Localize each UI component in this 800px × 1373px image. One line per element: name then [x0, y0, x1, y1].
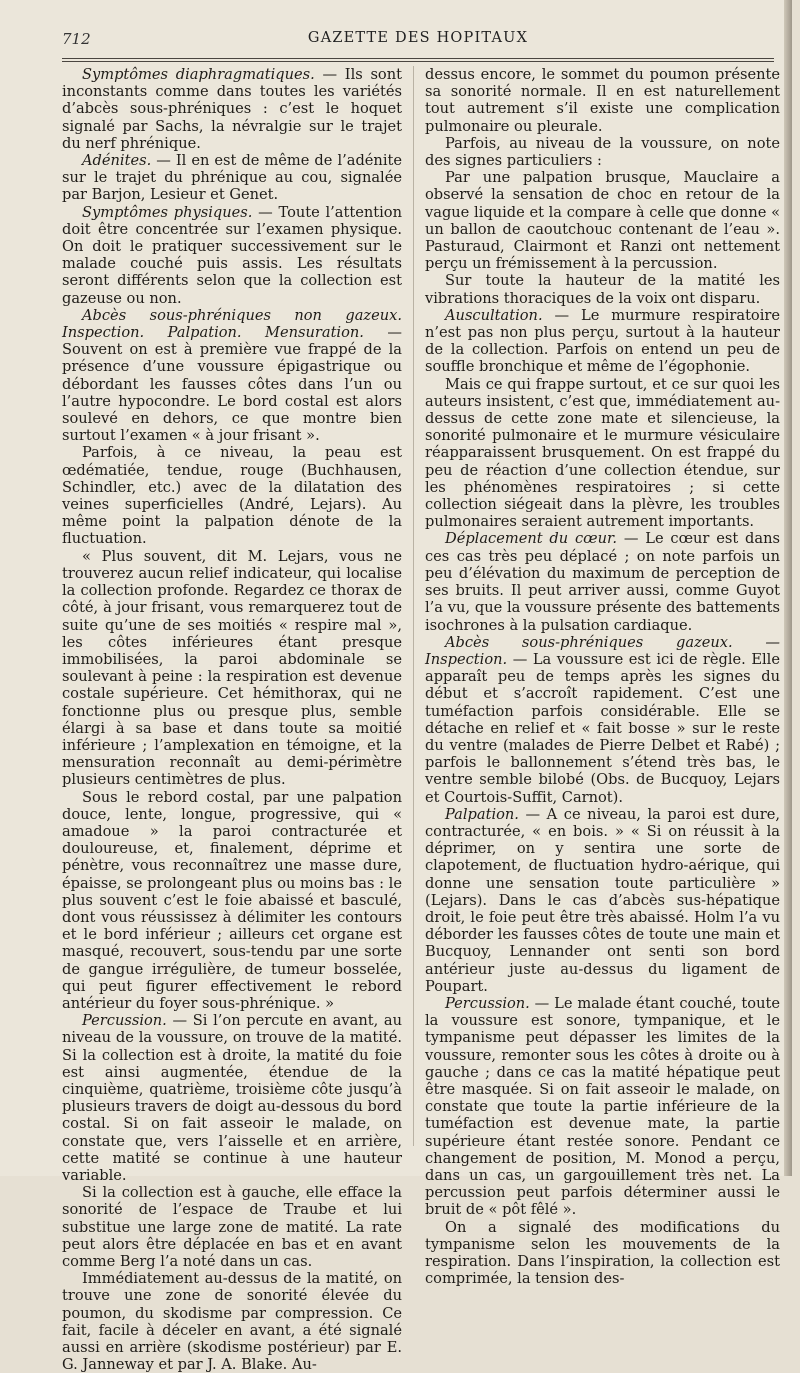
paragraph — [425, 806, 780, 995]
page-edge-shadow — [784, 0, 792, 1176]
paragraph-text: — Si l’on percute en avant, au niveau de la voussure, on trouve de la matité. Si la collection est à droite, la matité du foie est ainsi augmentée, étendue de la cinquième, quatrième, troisième côte jusqu’à plusieurs travers de doigt au-dessous du bord costal. Si on fait asseoir le malade, on constate que, vers l’aisselle et en arrière, cette matité se continue à une hauteur variable. — [62, 1012, 402, 1184]
paragraph — [425, 530, 780, 633]
section-lead: Symptômes diaphragmatiques. — [82, 66, 315, 83]
section-lead: Symptômes physiques. — [82, 203, 253, 221]
header-rule-top — [62, 58, 774, 59]
paragraph — [62, 1012, 402, 1184]
paragraph-text: Si la collection est à gauche, elle efface la sonorité de l’espace de Traube et lui substitue une large zone de matité. La rate peut alors être déplacée en bas et en avant comme Berg l’a noté dans un cas. — [62, 1184, 402, 1271]
section-lead: Palpation. — [445, 805, 519, 823]
section-lead: Abcès sous-phréniques gazeux. — Inspection. — [425, 633, 780, 668]
paragraph-text: Mais ce qui frappe surtout, et ce sur quoi les auteurs insistent, c’est que, immédiatement au-dessus de cette zone mate et silencieuse, la sonorité pulmonaire et le murmure vésiculaire réapparaissent brusquement. On est frappé du peu de réaction d’une collection étendue, sur les phénomènes respiratoires ; si cette collection siégeait dans la plèvre, les troubles pulmonaires seraient autrement importants. — [425, 375, 780, 531]
section-lead: Percussion. — [82, 1012, 167, 1030]
section-lead: Déplacement du cœur. — [445, 530, 618, 548]
paragraph-text: — Le murmure respiratoire n’est pas non plus perçu, surtout à la hauteur de la collection. Parfois on entend un peu de souffle bronchique et même de l’égophonie. — [425, 306, 780, 376]
paragraph-text: Parfois, au niveau de la voussure, on note des signes particuliers : — [425, 134, 780, 170]
paragraph — [62, 548, 402, 789]
paragraph — [425, 135, 780, 169]
paragraph — [425, 169, 780, 272]
section-lead: Adénites. — [82, 152, 152, 170]
paragraph — [425, 272, 780, 306]
paragraph — [62, 307, 402, 445]
paragraph-text: dessus encore, le sommet du poumon présente sa sonorité normale. Il en est naturellement tout autrement s’il existe une complication pulmonaire ou pleurale. — [425, 66, 780, 135]
right-column — [425, 66, 780, 1288]
page-header — [62, 30, 774, 52]
paragraph — [425, 995, 780, 1219]
paragraph-text: — Souvent on est à première vue frappé de la présence d’une voussure épigastrique ou débordant les fausses côtes dans l’un ou l’autre hypocondre. Le bord costal est alors soulevé en dehors, ce que montre bien surtout l’examen « à jour frisant ». — [62, 324, 402, 445]
paragraph — [425, 634, 780, 806]
running-title: GAZETTE DES HOPITAUX — [307, 30, 529, 46]
section-lead: Percussion. — [445, 994, 530, 1012]
paragraph-text: On a signalé des modifications du tympanisme selon les mouvements de la respiration. Dans l’inspiration, la collection est comprimée, la tension des- — [425, 1218, 780, 1288]
paragraph — [62, 789, 402, 1013]
page-number: 712 — [62, 30, 91, 48]
paragraph-text: — Il en est de même de l’adénite sur le trajet du phrénique au cou, signalée par Barjon, Lesieur et Genet. — [62, 152, 402, 204]
paragraph-text: — A ce niveau, la paroi est dure, contracturée, « en bois. » « Si on réussit à la déprimer, on y sentira une sorte de clapotement, de fluctuation hydro-aérique, qui donne une sensation toute particulière » (Lejars). Dans le cas d’abcès sus-hépatique droit, le foie peut être très abaissé. Holm l’a vu déborder les fausses côtes de toute une main et Bucquoy, Lennander ont senti son bord antérieur juste au-dessus du ligament de Poupart. — [425, 805, 780, 995]
paragraph-text: — Le cœur est dans ces cas très peu déplacé ; on note parfois un peu d’élévation du maximum de perception de ses bruits. Il peut arriver aussi, comme Guyot l’a vu, que la voussure présente des battements isochrones à la pulsation cardiaque. — [425, 530, 780, 634]
paragraph-text: Parfois, à ce niveau, la peau est œdématiée, tendue, rouge (Buchhausen, Schindler, etc.) avec de la dilatation des veines superficielles (André, Lejars). Au même point la palpation dénote de la fluctuation. — [62, 444, 402, 548]
left-column — [62, 66, 402, 1373]
paragraph — [62, 152, 402, 204]
section-lead: Abcès sous-phréniques non gazeux. Inspection. Palpation. Mensuration. — [62, 306, 402, 342]
header-rule-bottom — [62, 61, 774, 62]
paragraph-text: Immédiatement au-dessus de la matité, on trouve une zone de sonorité élevée du poumon, du skodisme par compression. Ce fait, facile à déceler en avant, a été signalé aussi en arrière (skodisme postérieur) par E. G. Janneway et par J. A. Blake. Au- — [62, 1270, 402, 1373]
paragraph — [425, 66, 780, 135]
paragraph — [62, 1270, 402, 1373]
paragraph — [62, 444, 402, 547]
paragraph-text: — Toute l’attention doit être concentrée sur l’examen physique. On doit le pratiquer successivement sur le malade couché puis assis. Les résultats seront différents selon que la collection est gazeuse ou non. — [62, 203, 402, 307]
paragraph-text: — Ils sont inconstants comme dans toutes les variétés d’abcès sous-phréniques : c’est le hoquet signalé par Sachs, la névralgie sur le trajet du nerf phrénique. — [62, 66, 402, 152]
paragraph — [62, 66, 402, 152]
paragraph-text: « Plus souvent, dit M. Lejars, vous ne trouverez aucun relief indicateur, qui localise la collection profonde. Regardez ce thorax de côté, à jour frisant, vous remarquerez tout de suite qu’une de ses moitiés « respire mal », les côtes inférieures étant presque immobilisées, la paroi abdominale se soulevant à peine : la respiration est devenue costale supérieure. Cet hémithorax, qui ne fonctionne plus ou presque plus, semble élargi à sa base et dans toute sa moitié inférieure ; l’amplexation en témoigne, et la mensuration reconnaît au demi-périmètre plusieurs centimètres de plus. — [62, 547, 402, 789]
paragraph-text: Sur toute la hauteur de la matité les vibrations thoraciques de la voix ont disparu. — [425, 272, 780, 307]
column-gutter — [413, 66, 414, 1146]
paragraph-text: — Le malade étant couché, toute la voussure est sonore, tympanique, et le tympanisme peut dépasser les limites de la voussure, remonter sous les côtes à droite ou à gauche ; dans ce cas la matité hépatique peut être masquée. Si on fait asseoir le malade, on constate que toute la partie inférieure de la tuméfaction est devenue mate, la partie supérieure étant restée sonore. Pendant ce changement de position, M. Monod a perçu, dans un cas, un gargouillement très net. La percussion peut parfois déterminer aussi le bruit de « pôt fêlé ». — [425, 994, 780, 1219]
paragraph-text: Par une palpation brusque, Mauclaire a observé la sensation de choc en retour de la vague liquide et la compare à celle que donne « un ballon de caoutchouc contenant de l’eau ». Pasturaud, Clairmont et Ranzi ont nettement perçu un frémissement à la percussion. — [425, 169, 780, 273]
paragraph — [425, 1219, 780, 1288]
paragraph — [62, 204, 402, 307]
paragraph — [425, 307, 780, 376]
section-lead: Auscultation. — [445, 306, 543, 324]
paragraph-text: — La voussure est ici de règle. Elle apparaît peu de temps après les signes du début et s’accroît rapidement. C’est une tuméfaction parfois considérable. Elle se détache en relief et « fait bosse » sur le reste du ventre (malades de Pierre Delbet et Rabé) ; parfois le ballonnement s’étend très bas, le ventre semble bilobé (Obs. de Bucquoy, Lejars et Courtois-Suffit, Carnot). — [425, 650, 780, 806]
paragraph-text: Sous le rebord costal, par une palpation douce, lente, longue, progressive, qui « amadoue » la paroi contracturée et douloureuse, et, finalement, déprime et pénètre, vous reconnaîtrez une masse dure, épaisse, se prolongeant plus ou moins bas : le plus souvent c’est le foie abaissé et basculé, dont vous réussissez à délimiter les contours et le bord inférieur ; ailleurs cet organe est masqué, recouvert, sous-tendu par une sorte de gangue irrégulière, de tumeur bosselée, qui peut figurer effectivement le rebord antérieur du foyer sous-phrénique. » — [62, 788, 402, 1012]
paragraph — [425, 376, 780, 531]
paragraph — [62, 1184, 402, 1270]
